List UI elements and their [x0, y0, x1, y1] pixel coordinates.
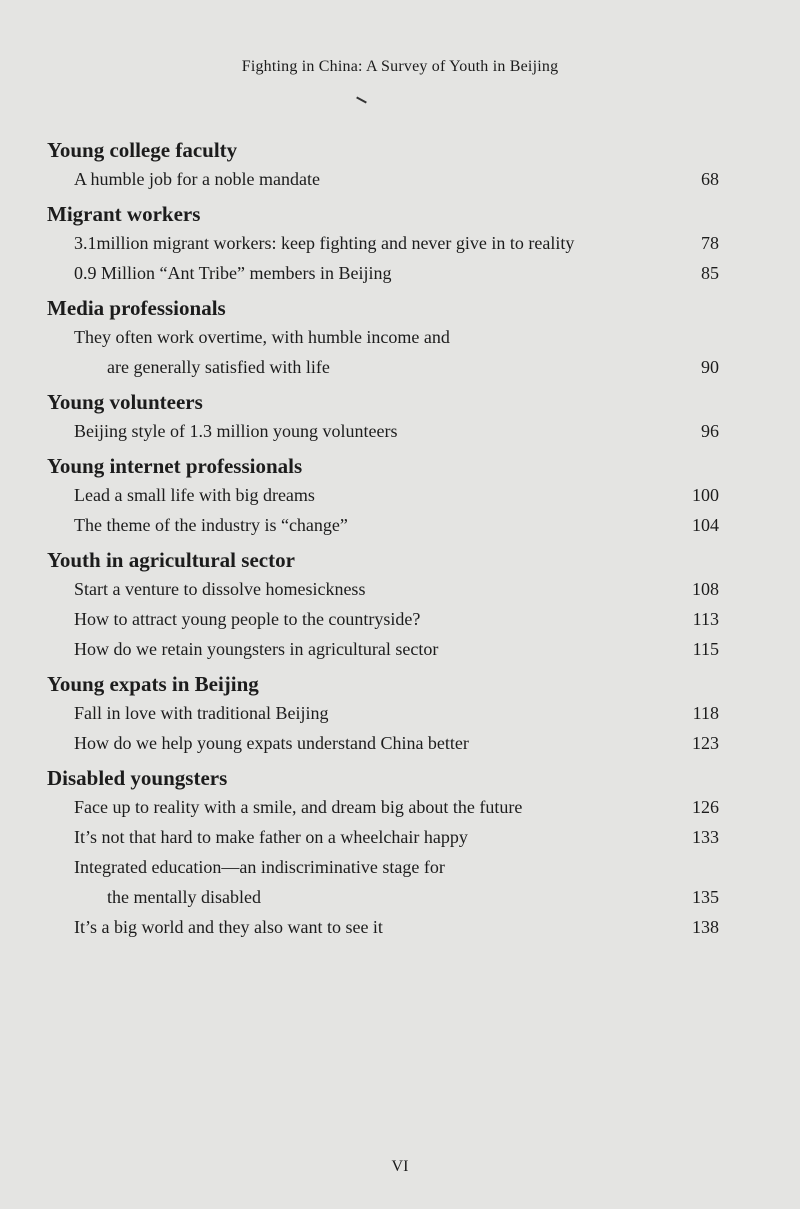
- entry-page-number: 90: [701, 357, 719, 377]
- table-of-contents: [47, 136, 719, 948]
- entry-title: [74, 792, 659, 822]
- running-head: Fighting in China: A Survey of Youth in Beijing: [241, 58, 559, 75]
- entry-page-number: 68: [701, 169, 719, 189]
- entry-page-number: 135: [692, 887, 719, 907]
- entry-title-line: Integrated education—an indiscriminative stage for: [74, 857, 445, 877]
- entry-title: [74, 258, 659, 288]
- entry-title: [74, 510, 659, 540]
- entry-title-line: the mentally disabled: [107, 887, 261, 907]
- toc-entry: [47, 164, 719, 194]
- toc-section: [47, 670, 719, 758]
- entry-title-line: are generally satisfied with life: [107, 357, 330, 377]
- entry-title-line: The theme of the industry is “change”: [74, 515, 348, 535]
- entry-title: [74, 164, 659, 194]
- entry-page-number: 104: [692, 515, 719, 535]
- toc-section: [47, 136, 719, 194]
- entry-page-number: 133: [692, 827, 719, 847]
- section-title: Young college faculty: [47, 138, 238, 162]
- toc-entry: [47, 852, 719, 912]
- toc-entry: [47, 510, 719, 540]
- entry-title: [74, 912, 659, 942]
- entry-page-number: 100: [692, 485, 719, 505]
- toc-entry: [47, 604, 719, 634]
- entry-title-line: Start a venture to dissolve homesickness: [74, 579, 366, 599]
- entry-title-line: Lead a small life with big dreams: [74, 485, 315, 505]
- entry-title: [74, 822, 659, 852]
- toc-entry: [47, 728, 719, 758]
- entry-title-line: How do we retain youngsters in agricultural sector: [74, 639, 439, 659]
- toc-section: [47, 294, 719, 382]
- entry-title-line: It’s not that hard to make father on a wheelchair happy: [74, 827, 468, 847]
- toc-section: [47, 388, 719, 446]
- entry-title: [74, 416, 659, 446]
- entry-title-line: 0.9 Million “Ant Tribe” members in Beijing: [74, 263, 392, 283]
- toc-entry: [47, 574, 719, 604]
- entry-title-line: How do we help young expats understand China better: [74, 733, 469, 753]
- entry-title: [74, 728, 659, 758]
- toc-section: [47, 546, 719, 664]
- toc-entry: [47, 634, 719, 664]
- entry-page-number: 138: [692, 917, 719, 937]
- entry-title-line: They often work overtime, with humble income and: [74, 327, 450, 347]
- entry-title: [74, 634, 659, 664]
- entry-title: [74, 480, 659, 510]
- entry-title-line: How to attract young people to the countryside?: [74, 609, 421, 629]
- entry-title-line: It’s a big world and they also want to see it: [74, 917, 383, 937]
- toc-entry: [47, 258, 719, 288]
- entry-title-line: A humble job for a noble mandate: [74, 169, 320, 189]
- section-title: Young internet professionals: [47, 454, 303, 478]
- entry-page-number: 126: [692, 797, 719, 817]
- entry-title-line: Beijing style of 1.3 million young volunteers: [74, 421, 398, 441]
- section-title: Migrant workers: [47, 202, 201, 226]
- entry-page-number: 96: [701, 421, 719, 441]
- entry-title: [74, 852, 659, 912]
- entry-title: [74, 698, 659, 728]
- toc-entry: [47, 322, 719, 382]
- entry-page-number: 113: [692, 609, 719, 629]
- entry-title: [74, 574, 659, 604]
- entry-page-number: 108: [692, 579, 719, 599]
- section-title: Young volunteers: [47, 390, 203, 414]
- section-title: Disabled youngsters: [47, 766, 228, 790]
- entry-title: [74, 604, 659, 634]
- entry-page-number: 118: [692, 703, 719, 723]
- entry-title-line: Fall in love with traditional Beijing: [74, 703, 329, 723]
- section-title: Youth in agricultural sector: [47, 548, 295, 572]
- toc-entry: [47, 912, 719, 942]
- entry-page-number: 115: [692, 639, 719, 659]
- toc-entry: [47, 480, 719, 510]
- toc-entry: [47, 792, 719, 822]
- toc-section: [47, 764, 719, 942]
- entry-title-line: 3.1million migrant workers: keep fighting and never give in to reality: [74, 233, 575, 253]
- entry-title: [74, 322, 659, 382]
- entry-title: [74, 228, 659, 258]
- entry-title-line: Face up to reality with a smile, and dream big about the future: [74, 797, 523, 817]
- entry-page-number: 78: [701, 233, 719, 253]
- toc-section: [47, 452, 719, 540]
- toc-entry: [47, 822, 719, 852]
- toc-entry: [47, 228, 719, 258]
- toc-entry: [47, 698, 719, 728]
- stray-mark: [356, 97, 367, 104]
- entry-page-number: 123: [692, 733, 719, 753]
- page-folio: VI: [391, 1158, 409, 1175]
- toc-entry: [47, 416, 719, 446]
- toc-section: [47, 200, 719, 288]
- entry-page-number: 85: [701, 263, 719, 283]
- section-title: Young expats in Beijing: [47, 672, 259, 696]
- section-title: Media professionals: [47, 296, 226, 320]
